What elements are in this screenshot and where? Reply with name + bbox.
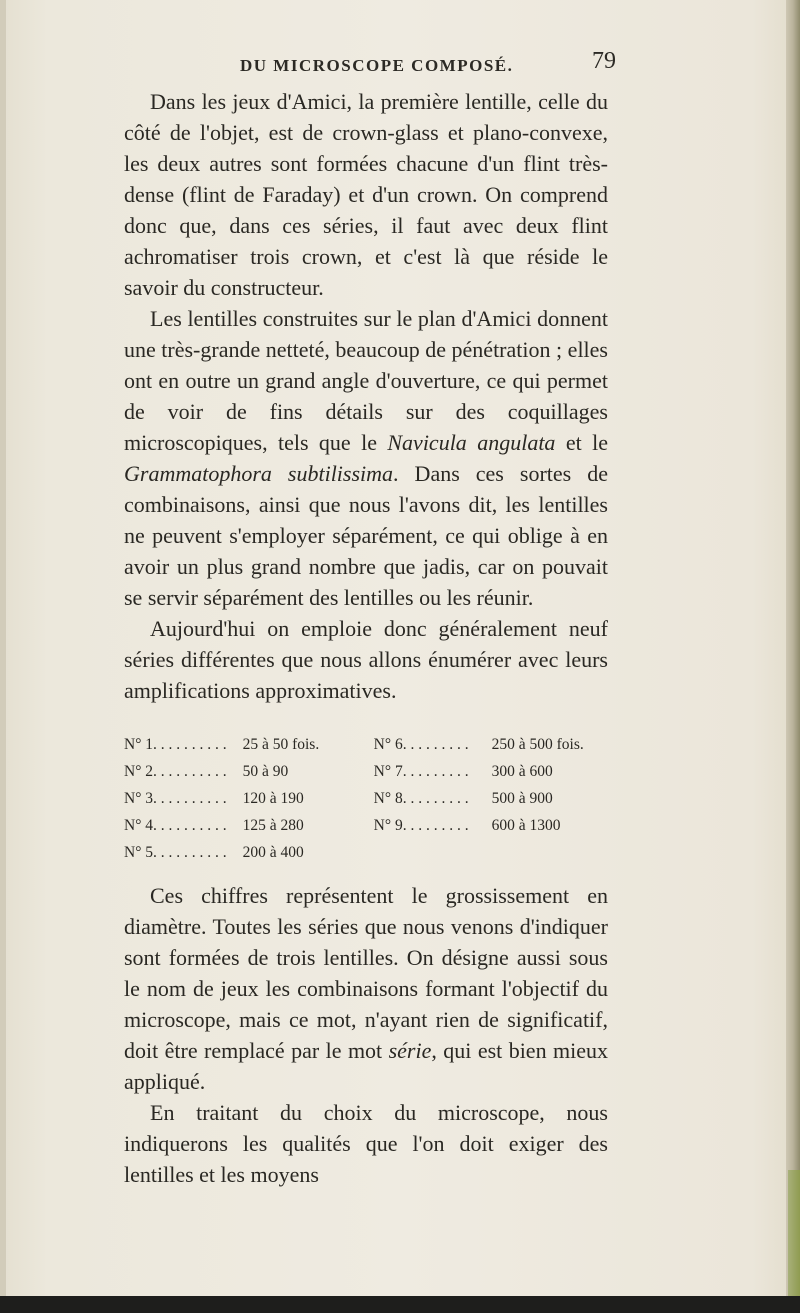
table-row — [124, 812, 624, 839]
series-range: 250 à 500 fois. — [491, 735, 584, 753]
table-row — [124, 839, 624, 866]
series-range: 50 à 90 — [242, 762, 289, 780]
page-right-edge — [786, 0, 800, 1313]
paragraph-text: En traitant du choix du microscope, nous indiquerons les qualités que l'on doit exiger des lentilles et les moyens — [124, 1100, 608, 1187]
series-range: 200 à 400 — [242, 843, 304, 861]
series-range: 500 à 900 — [491, 789, 553, 807]
paragraph-text: et le — [555, 430, 608, 455]
series-number: N° 4. . . . . . . . . . — [124, 816, 227, 834]
series-range: 120 à 190 — [242, 789, 304, 807]
series-number: N° 2. . . . . . . . . . — [124, 762, 227, 780]
series-number: N° 9. . . . . . . . . — [373, 816, 469, 834]
body-text-top — [124, 86, 608, 706]
scan-bottom-border — [0, 1296, 800, 1313]
paragraph-amici-lenses — [124, 86, 608, 303]
series-number: N° 6. . . . . . . . . — [373, 735, 469, 753]
page-header — [0, 48, 800, 82]
running-head: DU MICROSCOPE COMPOSÉ. — [240, 56, 514, 75]
series-number: N° 7. . . . . . . . . — [373, 762, 469, 780]
paragraph-text: . Dans ces sortes de combinaisons, ainsi que nous l'avons dit, les lentilles ne peuvent s'employer séparément, ce qui oblige à en avoir un plus grand nombre que jadis, car on pouvait se servir séparément des lentilles ou les réunir. — [124, 461, 608, 610]
paragraph-magnification — [124, 880, 608, 1097]
paragraph-text: Les lentilles construites sur le plan d'Amici donnent une très-grande netteté, beaucoup de pénétration ; elles ont en outre un grand angle d'ouverture, ce qui permet de voir de fins détails sur des coquillages microscopiques, tels que le — [124, 306, 608, 455]
binding-edge — [788, 1170, 800, 1313]
paragraph-text: Ces chiffres représentent le grossissement en diamètre. Toutes les séries que nous venons d'indiquer sont formées de trois lentilles. On désigne aussi sous le nom de jeux les combinaisons formant l'objectif du microscope, mais ce mot, n'ayant rien de significatif, doit être remplacé par le — [124, 883, 608, 1063]
paragraph-choice — [124, 1097, 608, 1190]
series-range: 600 à 1300 — [491, 816, 561, 834]
body-text-bottom — [124, 880, 608, 1190]
page-left-edge — [0, 0, 6, 1313]
paragraph-text: , qui est bien mieux appliqué. — [124, 1038, 608, 1094]
series-range: 125 à 280 — [242, 816, 304, 834]
term-serie: série — [388, 1038, 432, 1063]
series-amplification-table — [124, 731, 624, 866]
series-number: N° 8. . . . . . . . . — [373, 789, 469, 807]
page-number: 79 — [592, 48, 616, 74]
species-name-grammatophora: Grammatophora subtilissima — [124, 461, 394, 486]
series-number — [374, 839, 492, 866]
paragraph-text: Dans les jeux d'Amici, la première lentille, celle du côté de l'objet, est de crown-glass et plano-convexe, les deux autres sont formées chacune d'un flint très-dense (flint de Faraday) et d'un crown. On comprend donc que, dans ces séries, il faut avec deux flint achromatiser trois crown, et c'est là que réside le savoir du constructeur. — [124, 89, 608, 300]
series-range — [492, 839, 624, 866]
table-row — [124, 785, 624, 812]
series-number: N° 1. . . . . . . . . . — [124, 735, 227, 753]
species-name-navicula: Navicula angulata — [387, 430, 556, 455]
table-row — [124, 758, 624, 785]
paragraph-nine-series — [124, 613, 608, 706]
paragraph-amici-plan — [124, 303, 608, 613]
paragraph-text: Aujourd'hui on emploie donc généralement neuf séries différentes que nous allons énumérer avec leurs amplifications approximatives. — [124, 616, 608, 703]
series-range: 25 à 50 fois. — [242, 735, 320, 753]
paragraph-text: mot — [347, 1038, 389, 1063]
table-row — [124, 731, 624, 758]
series-number: N° 3. . . . . . . . . . — [124, 789, 227, 807]
series-number: N° 5. . . . . . . . . . — [124, 843, 227, 861]
series-range: 300 à 600 — [491, 762, 553, 780]
